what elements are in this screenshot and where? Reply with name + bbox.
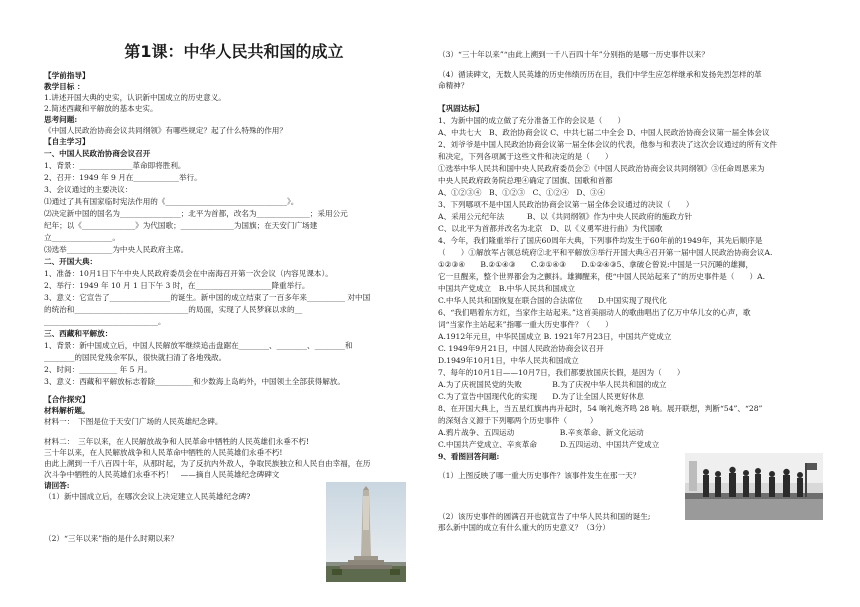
left-text-line: 次斗争中牺牲的人民英雄们永垂不朽！ ——摘自人民英雄纪念碑碑文 <box>44 470 280 479</box>
left-text-line: 一、中国人民政治协商会议召开 <box>44 149 151 158</box>
left-text-line: 3、会议通过的主要决议： <box>44 185 133 194</box>
left-text-line: 3、意义：西藏和平解放标志着除__________和少数海上岛屿外，中国领土全部获得解放。 <box>44 377 345 386</box>
left-text-line: 【合作探究】 <box>44 395 90 404</box>
right-text-line: （1）上图反映了哪一重大历史事件？该事件发生在那一天？ <box>438 471 641 480</box>
left-text-line: 的统治和______________________________的局面，实现了人民梦寐以求的__ <box>44 305 303 314</box>
right-text-line: D.1949年10月1日，中华人民共和国成立 <box>438 356 579 365</box>
left-text-line: ________的国民党残余军队，很快就扫清了各地残敌。 <box>44 353 227 362</box>
right-text-line: ①选举中华人民共和国中央人民政府委员会②《中国人民政治协商会议共同纲领》③任命周恩来为 <box>438 164 765 173</box>
left-text-line: 教学目标 ： <box>44 82 85 91</box>
left-text-line: 2、举行：1949 年 10 月 1 日下午 3 时，在____________________降重举行。 <box>44 281 310 290</box>
right-text-line: 4、今年，我们隆重举行了国庆60周年大典，下列事件均发生于60年前的1949年，其先后顺序是 <box>438 236 763 245</box>
left-text-line: 1、背景：新中国成立后，中国人民解放军继续追击盘踞在________、________、________和 <box>44 341 353 350</box>
right-text-line: 7、每年的10月1日——10月7日，我们都要放国庆长假，是因为（ ） <box>438 368 685 377</box>
right-text-line: 2、刘爷爷是中国人民政治协商会议第一届全体会议的代表，他参与和表决了这次会议通过的所有文件 <box>438 140 777 149</box>
left-text-line: 【学前指导】 <box>44 71 90 80</box>
left-text-line: 1.讲述开国大典的史实，认识新中国成立的历史意义。 <box>44 93 226 102</box>
right-text-line: 8、在开国大典上，当五星红旗冉冉升起时，54 响礼炮齐鸣 28 响。展开联想，判断“54”、“28” <box>438 404 763 413</box>
right-text-line: 词“当家作主站起来”指哪一重大历史事件？（ ） <box>438 320 613 329</box>
right-text-line: 和决定，下列各项属于这些文件和决定的是（ ） <box>438 152 613 161</box>
left-text-line: 思考问题: <box>44 115 78 124</box>
right-text-line: C.为了宣告中国现代化的实现 D.为了让全国人民更好休息 <box>438 392 645 401</box>
right-text-line: A.1912年元旦，中华民国成立 B. 1921年7月23日，中国共产党成立 <box>438 332 672 341</box>
left-text-line: ⑵决定新中国的国名为________________；北平为首都，改名为______________；采用公元 <box>44 209 348 218</box>
left-text-line: 纪年；以《______________》为代国歌；______________为国旗；在天安门广场建 <box>44 221 318 230</box>
right-text-line: 那么新中国的成立有什么重大的历史意义？（3分） <box>438 523 610 532</box>
left-text-line: ⑴通过了具有国家临时宪法作用的《________________________________》。 <box>44 197 299 206</box>
right-text-line: （4）循读碑文，无数人民英雄的历史伟绩历历在目，我们中学生应怎样继承和发扬先烈怎样的革 <box>438 70 762 79</box>
left-text-line: 3、意义：它宣告了________________的诞生。新中国的成立结束了一百多年来__________ 对中国 <box>44 293 371 302</box>
right-text-line: C.中国共产党成立、辛亥革命 D.五四运动、中国共产党成立 <box>438 440 660 449</box>
left-text-line: 2、召开：1949 年 9 月在____________举行。 <box>44 173 202 182</box>
left-text-line: 《中国人民政治协商会议共同纲领》有哪些规定？起了什么特殊的作用？ <box>44 126 287 135</box>
right-text-line: A、①②③④ B、①②③ C、①②④ D、③④ <box>438 188 606 197</box>
right-text-line: C、以北平为首都并改名为北京 D、以《义勇军进行曲》为代国歌 <box>438 224 663 233</box>
left-text-line: 三十年以来，在人民解放战争和人民革命中牺牲的人民英雄们永垂不朽! <box>44 448 283 457</box>
left-text-line: 请回答: <box>44 481 70 490</box>
right-text-line: 3、下列哪项不是中国人民政治协商会议第一届全体会议通过的决议（ ） <box>438 200 694 209</box>
right-text-line: （3）“三十年以来”“由此上溯到一千八百四十年”分别指的是哪一历史事件以来？ <box>438 50 709 59</box>
left-text-line: 1、背景：______________革命即将胜利。 <box>44 161 186 170</box>
left-text-line: 材料一： 下图是位于天安门广场的人民英雄纪念碑。 <box>44 417 223 426</box>
left-text-line: 【自主学习】 <box>44 137 90 146</box>
right-text-line: A、中共七大 B、政治协商会议 C、中共七届二中全会 D、中国人民政治协商会议第一届全体会议 <box>438 128 770 137</box>
right-text-line: 它一旦醒来，整个世界都会为之颤抖。雄狮醒来，使“中国人民站起来了”的历史事件是（ ）A. <box>438 272 766 281</box>
right-text-line: 的深刻含义源于下列哪两个历史事件（ ） <box>438 416 598 425</box>
right-text-line: C.中华人民共和国恢复在联合国的合法席位 D.中国实现了现代化 <box>438 296 667 305</box>
right-text-line: ①②③④ B.②①④③ C.②①④③ D.①②④③5、拿破仑曾说:中国是一只沉睡的雄狮， <box>438 260 754 269</box>
right-text-line: 中央人民政府政务院总理④确定了国旗、国歌和首都 <box>438 176 613 185</box>
right-text-line: 中国共产党成立 B.中华人民共和国成立 <box>438 284 576 293</box>
left-text-line: （1）新中国成立后，在哪次会议上决定建立人民英雄纪念碑? <box>44 492 251 501</box>
left-text-line: 2、时间：__________ 年 5 月。 <box>44 365 153 374</box>
right-text-line: （ ）①解放军占领总统府②北平和平解放③举行开国大典④召开第一届中国人民政治协商会议A. <box>438 248 773 257</box>
right-text-line: A.鸦片战争、五四运动 B.辛亥革命、新文化运动 <box>438 428 644 437</box>
right-text-line: C. 1949年9月21日，中国人民政治协商会议召开 <box>438 344 604 353</box>
right-text-line: 1、为新中国的成立做了充分准备工作的会议是（ ） <box>438 116 626 125</box>
left-text-line: 二、开国大典： <box>44 257 98 266</box>
left-text-line: 2.简述西藏和平解放的基本史实。 <box>44 104 158 113</box>
right-text-line: 【巩固达标】 <box>438 104 484 113</box>
right-text-line: 9、看图回答问题: <box>438 452 500 461</box>
left-text-line: 1、准备：10月1日下午中央人民政府委员会在中南海召开第一次会议（内容见课本）。 <box>44 269 333 278</box>
lesson-title: 第1课：中华人民共和国的成立 <box>124 42 344 61</box>
left-text-line: 由此上溯到一千八百四十年，从那时起，为了反抗内外敌人，争取民族独立和人民自由幸福，在历 <box>44 459 371 468</box>
left-text-line: ______________________________。 <box>44 317 166 326</box>
right-text-line: 命精神？ <box>438 81 469 90</box>
left-text-line: （2）“三年以来”指的是什么时期以来？ <box>44 534 179 543</box>
monument-photo <box>326 482 406 582</box>
founding-ceremony-photo <box>685 453 823 520</box>
left-text-line: 材料解析题。 <box>44 406 90 415</box>
right-text-line: （2）该历史事件的圆满召开也就宣告了中华人民共和国的诞生; <box>438 512 651 521</box>
right-text-line: A、采用公元纪年法 B、以《共同纲领》作为中央人民政府的施政方针 <box>438 212 693 221</box>
left-text-line: 三、西藏和平解放： <box>44 329 113 338</box>
left-text-line: ⑶选举____________为中央人民政府主席。 <box>44 245 189 254</box>
right-text-line: 6、“我们唱着东方红，当家作主站起来。”这首美丽动人的歌曲唱出了亿万中华儿女的心声，歌 <box>438 308 751 317</box>
left-text-line: 立________________。 <box>44 233 120 242</box>
left-text-line: 材料二： 三年以来，在人民解放战争和人民革命中牺牲的人民英雄们永垂不朽! <box>44 437 310 446</box>
right-text-line: A.为了庆祝国民党的失败 B.为了庆祝中华人民共和国的成立 <box>438 380 667 389</box>
